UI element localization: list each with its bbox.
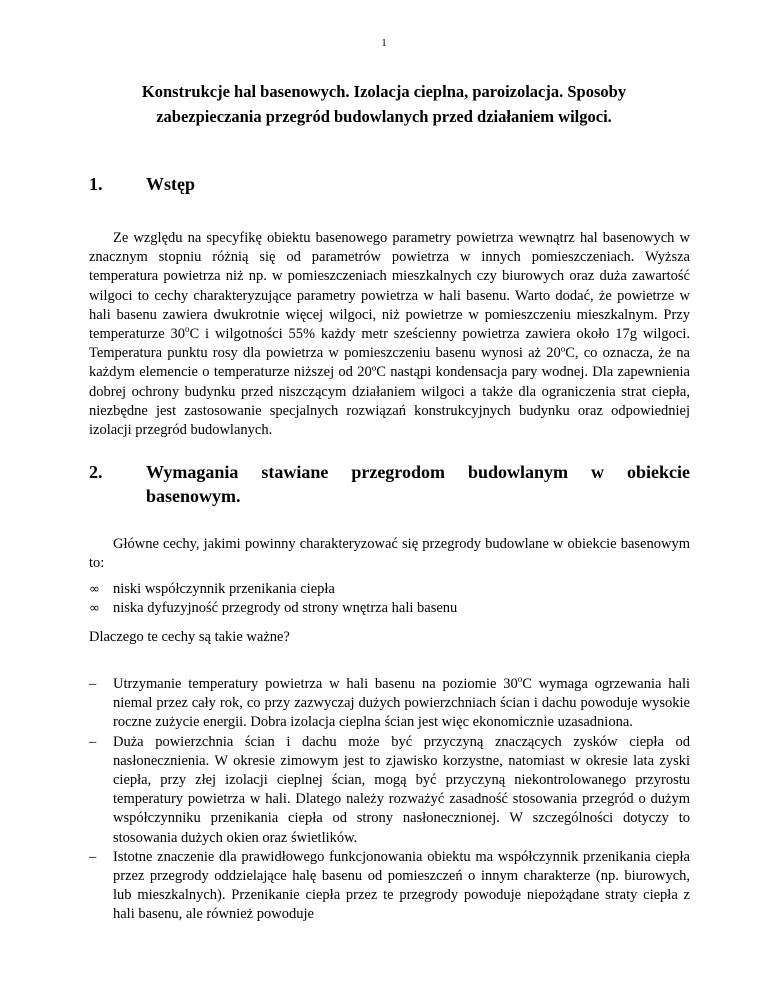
- section-1-paragraph-part1: Ze względu na specyfikę obiektu basenowego parametry powietrza wewnątrz hal basenowych w znacznym stopniu różnią się od parametrów powietrza w innych pomieszczeniach. Wyższa temperatura powietrza niż np. w pomieszczeniach mieszkalnych czy biurowych oraz duża zawartość wilgoci to cechy charakteryzujące parametry powietrza w hali basenu. Warto dodać, że powietrze w hali basenu zawiera dwukrotnie więcej wilgoci, niż powietrze w pomieszczeniu mieszkalnym. Przy temperaturze 30: [89, 230, 690, 343]
- section-1-paragraph-part2: C i wilgotności 55% każdy metr sześcienny powietrza zawiera około 17g wilgoci. Temperatura punktu rosy dla powietrza w pomieszczeniu basenu wynosi aż 20ºC, co oznacza, że na każdym elemencie o temperaturze niższej od 20ºC nastąpi kondensacja pary wodnej. Dla zapewnienia dobrej ochrony budynku przed niszczącym działaniem wilgoci a także dla ograniczenia strat ciepła, niezbędne jest zastosowanie specjalnych rozwiązań konstrukcyjnych budynku oraz odpowiedniej izolacji przegród budowlanych.: [89, 326, 691, 439]
- reason-text: Istotne znaczenie dla prawidłowego funkcjonowania obiektu ma współczynnik przenikania ciepła przez przegrody oddzielające halę basenu od pomieszczeń o innym charakterze (np. biurowych, lub mieszkalnych). Przenikanie ciepła przez te przegrody powoduje niepożądane straty ciepła z hali basenu, ale również powoduje: [113, 848, 690, 923]
- dash-bullet-icon: –: [89, 733, 97, 750]
- infinity-bullet-icon: ∞: [89, 582, 100, 597]
- document-title: Konstrukcje hal basenowych. Izolacja cieplna, paroizolacja. Sposoby zabezpieczania przegród budowlanych przed działaniem wilgoci.: [141, 82, 627, 126]
- infinity-bullet-icon: ∞: [89, 601, 100, 617]
- degree-superscript: o: [185, 324, 190, 335]
- section-1-paragraph: [89, 229, 690, 440]
- section-1-number: 1.: [89, 174, 103, 194]
- section-2-title: Wymagania stawiane przegrodom budowlanym w obiekcie basenowym.: [146, 462, 690, 506]
- feature-text: niski współczynnik przenikania ciepła: [113, 581, 335, 597]
- section-2-number: 2.: [89, 462, 103, 482]
- reasons-list: [89, 675, 690, 925]
- reason-1-part1: Utrzymanie temperatury powietrza w hali basenu na poziomie 30: [113, 676, 518, 692]
- list-item: [89, 848, 690, 925]
- section-2-heading: [89, 460, 689, 508]
- page-number: 1: [381, 37, 387, 49]
- list-item: [89, 675, 690, 733]
- reason-text: [113, 676, 690, 730]
- section-2-intro: Główne cechy, jakimi powinny charakteryzować się przegrody budowlane w obiekcie basenowym to:: [89, 536, 690, 572]
- degree-superscript: o: [517, 674, 523, 684]
- question-line: Dlaczego te cechy są takie ważne?: [89, 629, 290, 645]
- list-item: [89, 580, 690, 599]
- section-1-title: Wstęp: [146, 174, 195, 194]
- dash-bullet-icon: –: [89, 676, 97, 692]
- section-1-heading: [89, 172, 689, 196]
- list-item: [89, 599, 690, 618]
- reason-text: Duża powierzchnia ścian i dachu może być przyczyną znaczących zysków ciepła od nasłonecznienia. W okresie zimowym jest to zjawisko korzystne, natomiast w okresie lata zyski ciepła, przy złej izolacji cieplnej ścian, mogą być przyczyną niekontrolowanego przyrostu temperatury powietrza w hali. Dlatego należy rozważyć zasadność stosowania przegród o dużym współczynniku przenikania ciepła od strony nasłonecznionej. W szczególności dotyczy to stosowania dużych okien oraz świetlików.: [113, 733, 690, 846]
- feature-text: niska dyfuzyjność przegrody od strony wnętrza hali basenu: [113, 600, 458, 617]
- reason-1-part2: C wymaga ogrzewania hali niemal przez cały rok, co przy zazwyczaj dużych powierzchniach ścian i dachu powoduje wysokie roczne zużycie energii. Dobra izolacja cieplna ścian jest więc ekonomicznie uzasadniona.: [113, 676, 691, 731]
- list-item: [89, 733, 690, 848]
- dash-bullet-icon: –: [89, 848, 97, 865]
- feature-list: [89, 580, 690, 618]
